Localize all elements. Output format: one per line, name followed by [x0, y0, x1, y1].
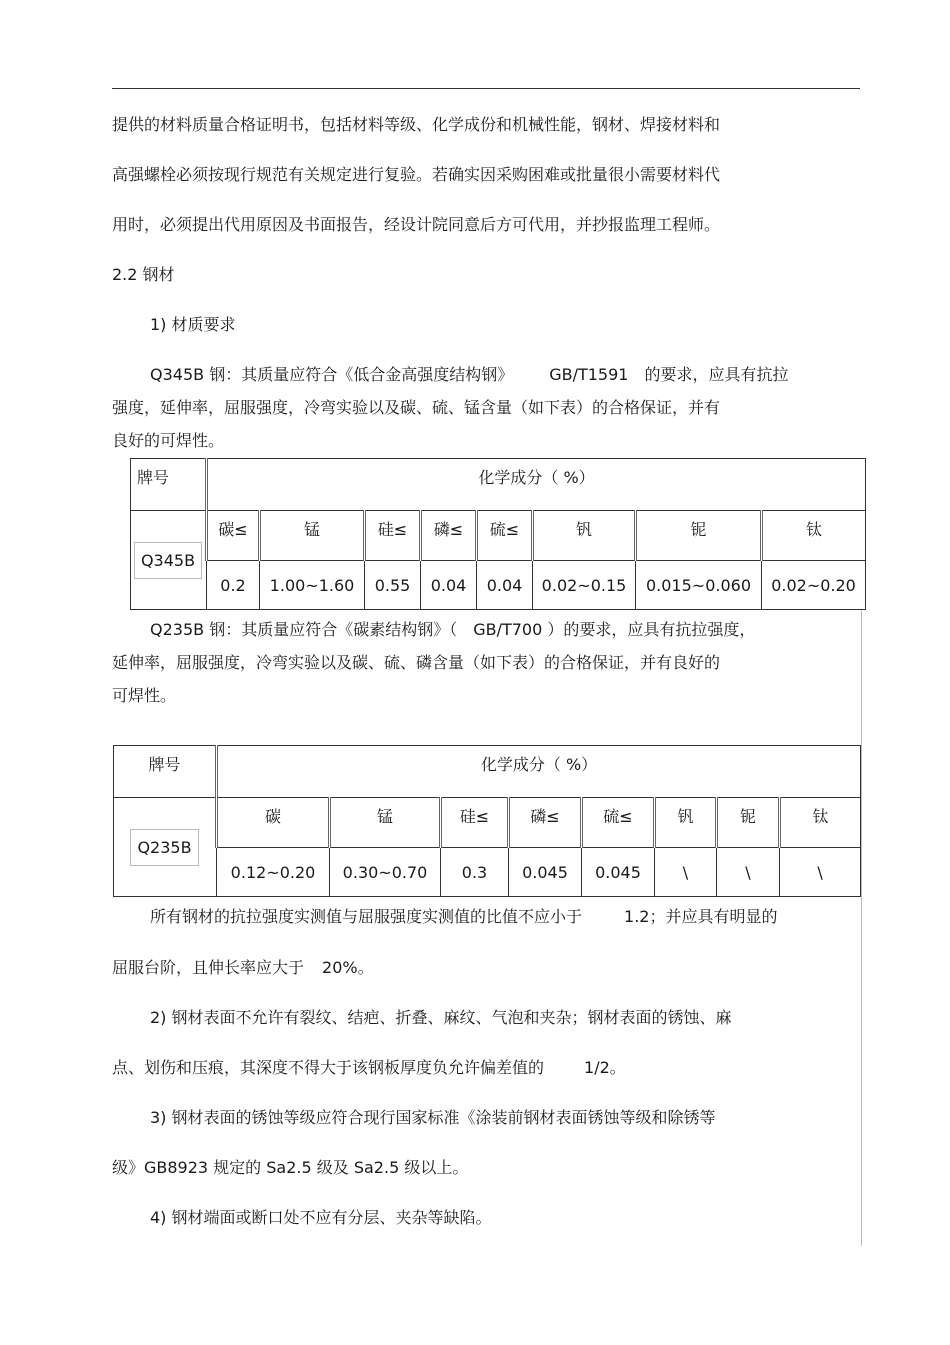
text-run: 点、划伤和压痕，其深度不得大于该钢板厚度负允许偏差值的	[112, 1058, 545, 1077]
grade-header: 牌号	[131, 459, 207, 511]
value-cell: 0.045	[582, 848, 655, 897]
paragraph-line	[150, 620, 755, 640]
element-header: 锰	[260, 511, 365, 561]
value-cell: 0.04	[421, 561, 477, 610]
paragraph-line: 强度，延伸率，屈服强度，冷弯实验以及碳、硫、锰含量（如下表）的合格保证，并有	[112, 398, 721, 417]
element-header: 钒	[655, 798, 717, 848]
text-run: GB/T700 ）的要求，应具有抗拉强度，	[473, 620, 756, 639]
text-run: Q345B 钢：其质量应符合《低合金高强度结构钢》	[150, 365, 514, 384]
element-header: 锰	[330, 798, 441, 848]
paragraph-line	[112, 958, 374, 978]
text-run: 所有钢材的抗拉强度实测值与屈服强度实测值的比值不应小于	[150, 907, 583, 926]
value-cell: 0.12~0.20	[217, 848, 330, 897]
element-header: 硅≤	[365, 511, 421, 561]
element-header: 钛	[780, 798, 861, 848]
paragraph-line: 高强螺栓必须按现行规范有关规定进行复验。若确实因采购困难或批量很小需要材料代	[112, 165, 721, 184]
text-run: 的要求，应具有抗拉	[644, 365, 789, 384]
value-cell: 0.30~0.70	[330, 848, 441, 897]
paragraph-line	[150, 365, 788, 385]
grade-header: 牌号	[114, 746, 217, 798]
paragraph-line: 用时，必须提出代用原因及书面报告，经设计院同意后方可代用，并抄报监理工程师。	[112, 215, 721, 234]
element-header: 钛	[762, 511, 866, 561]
section-heading: 2.2 钢材	[112, 265, 175, 284]
composition-header: 化学成分（ %）	[207, 459, 866, 511]
value-cell: 0.045	[509, 848, 582, 897]
element-header: 铌	[717, 798, 780, 848]
paragraph-line	[150, 907, 777, 927]
element-header: 硫≤	[477, 511, 533, 561]
element-header: 钒	[533, 511, 636, 561]
value-cell: \	[655, 848, 717, 897]
value-cell: 0.55	[365, 561, 421, 610]
value-cell: 0.02~0.15	[533, 561, 636, 610]
paragraph-line: 4) 钢材端面或断口处不应有分层、夹杂等缺陷。	[150, 1208, 492, 1227]
paragraph-line: 良好的可焊性。	[112, 431, 225, 450]
grade-value: Q235B	[130, 829, 198, 866]
element-header: 铌	[636, 511, 762, 561]
text-run: Q235B 钢：其质量应符合《碳素结构钢》（	[150, 620, 458, 639]
item-heading: 1) 材质要求	[150, 315, 236, 334]
grade-cell	[131, 511, 207, 610]
paragraph-line: 可焊性。	[112, 686, 177, 705]
value-cell: 0.02~0.20	[762, 561, 866, 610]
header-rule	[112, 88, 860, 89]
element-header: 碳	[217, 798, 330, 848]
text-run: 屈服台阶，且伸长率应大于	[112, 958, 305, 977]
q235b-composition-table	[113, 745, 861, 897]
element-header: 磷≤	[509, 798, 582, 848]
paragraph-line: 3) 钢材表面的锈蚀等级应符合现行国家标准《涂装前钢材表面锈蚀等级和除锈等	[150, 1108, 716, 1127]
element-header: 硅≤	[441, 798, 509, 848]
q345b-composition-table	[130, 458, 866, 610]
margin-rule	[861, 610, 862, 1246]
paragraph-line: 提供的材料质量合格证明书，包括材料等级、化学成份和机械性能，钢材、焊接材料和	[112, 115, 721, 134]
paragraph-line: 2) 钢材表面不允许有裂纹、结疤、折叠、麻纹、气泡和夹杂；钢材表面的锈蚀、麻	[150, 1008, 732, 1027]
text-run: 20%。	[322, 958, 374, 977]
value-cell: 1.00~1.60	[260, 561, 365, 610]
text-run: 1/2。	[584, 1058, 626, 1077]
value-cell: 0.015~0.060	[636, 561, 762, 610]
grade-value: Q345B	[134, 542, 202, 579]
paragraph-line: 级》GB8923 规定的 Sa2.5 级及 Sa2.5 级以上。	[112, 1158, 469, 1177]
value-cell: 0.3	[441, 848, 509, 897]
value-cell: 0.04	[477, 561, 533, 610]
standard-code: GB/T1591	[549, 365, 629, 384]
value-cell: \	[780, 848, 861, 897]
grade-cell	[114, 798, 217, 897]
paragraph-line	[112, 1058, 626, 1078]
paragraph-line: 延伸率，屈服强度，冷弯实验以及碳、硫、磷含量（如下表）的合格保证，并有良好的	[112, 653, 721, 672]
element-header: 磷≤	[421, 511, 477, 561]
element-header: 硫≤	[582, 798, 655, 848]
composition-header: 化学成分（ %）	[217, 746, 861, 798]
element-header: 碳≤	[207, 511, 260, 561]
value-cell: \	[717, 848, 780, 897]
value-cell: 0.2	[207, 561, 260, 610]
text-run: 1.2；并应具有明显的	[624, 907, 778, 926]
